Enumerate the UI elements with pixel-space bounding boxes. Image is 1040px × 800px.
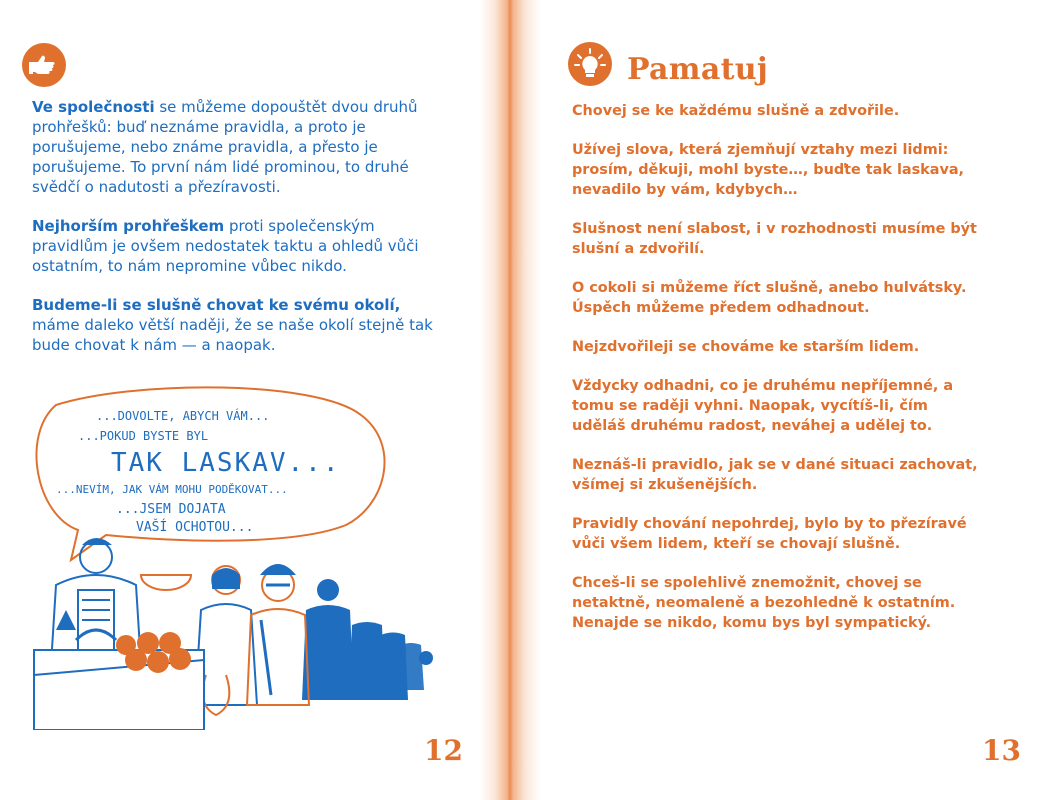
paragraph-1 xyxy=(32,97,444,197)
remember-item-9: Chceš-li se spolehlivě znemožnit, chovej se netaktně, neomaleně a bezohledně k ostatním. Nenajde se nikdo, komu bys byl sympatický. xyxy=(572,575,956,631)
remember-item-6: Vždycky odhadni, co je druhému nepříjemné, a tomu se raději vyhni. Naopak, vycítíš-li, čím uděláš druhému radost, neváhej a udělej to. xyxy=(572,378,954,434)
fruit-stand xyxy=(34,610,204,730)
left-page xyxy=(0,0,494,800)
paragraph-3 xyxy=(32,295,444,355)
page-number-left: 12 xyxy=(424,734,463,767)
page-title: Pamatuj xyxy=(627,52,768,87)
remember-item-5: Nejzdvořileji se chováme ke starším lidem. xyxy=(572,339,920,355)
queue-people xyxy=(302,579,433,700)
bubble-line-3: TAK LASKAV... xyxy=(111,448,341,478)
bubble-line-5: ...JSEM DOJATA xyxy=(116,502,226,517)
left-body-text xyxy=(32,97,444,374)
bubble-line-1: ...DOVOLTE, ABYCH VÁM... xyxy=(96,409,270,423)
paragraph-2 xyxy=(32,216,444,276)
remember-item-1: Chovej se ke každému slušně a zdvořile. xyxy=(572,103,900,119)
bubble-line-6: VAŠÍ OCHOTOU... xyxy=(136,520,254,535)
paragraph-3-lead: Budeme-li se slušně chovat ke svému okolí, xyxy=(32,296,401,314)
paragraph-2-lead: Nejhorším prohřeškem xyxy=(32,217,225,235)
thumb-hand-icon xyxy=(22,43,66,87)
remember-item-2: Užívej slova, která zjemňují vztahy mezi lidmi: prosím, děkuji, mohl byste…, buďte tak laskava, nevadilo by vám, kdybych… xyxy=(572,142,965,198)
remember-item-4: O cokoli si můžeme říct slušně, anebo hulvátsky. Úspěch můžeme předem odhadnout. xyxy=(572,280,967,316)
page-number-right: 13 xyxy=(982,734,1021,767)
lightbulb-icon xyxy=(568,42,612,86)
market-illustration xyxy=(16,385,456,730)
bubble-line-2: ...POKUD BYSTE BYL xyxy=(78,429,209,443)
remember-item-8: Pravidly chování nepohrdej, bylo by to přezíravé vůči všem lidem, kteří se chovají slušně. xyxy=(572,516,967,552)
remember-item-7: Neznáš-li pravidlo, jak se v dané situaci zachovat, všímej si zkušenějších. xyxy=(572,457,978,493)
paragraph-2-body: proti společenským pravidlům je ovšem nedostatek taktu a ohledů vůči ostatním, to nám nepromine vůbec nikdo. xyxy=(32,217,419,275)
bubble-line-4: ...NEVÍM, JAK VÁM MOHU PODĚKOVAT... xyxy=(56,483,288,496)
remember-list xyxy=(572,101,986,652)
paragraph-1-lead: Ve společnosti xyxy=(32,98,155,116)
remember-item-3: Slušnost není slabost, i v rozhodnosti musíme být slušní a zdvořilí. xyxy=(572,221,977,257)
paragraph-3-body: máme daleko větší naději, že se naše okolí stejně tak bude chovat k nám — a naopak. xyxy=(32,316,433,354)
paragraph-1-body: se můžeme dopouštět dvou druhů prohřešků: buď neznáme pravidla, a proto je porušujeme, nebo známe pravidla, a přesto je porušujeme. To první nám lidé prominou, to druhé svědčí o nadutosti a přezíravosti. xyxy=(32,98,418,196)
